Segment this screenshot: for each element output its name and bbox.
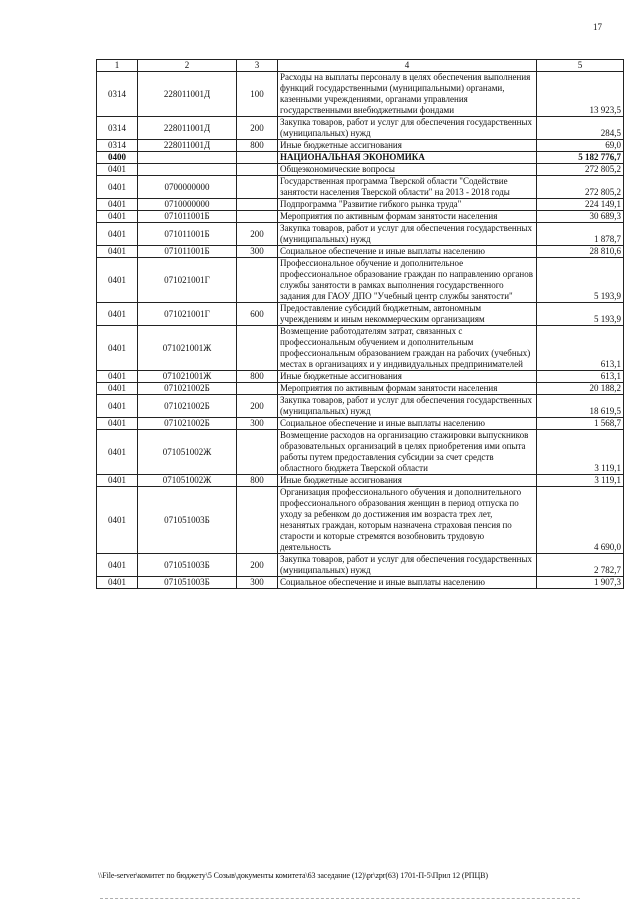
cell-target-code: 071021001Г	[138, 258, 237, 303]
cell-section-code: 0401	[97, 223, 138, 246]
cell-expense-type	[237, 176, 278, 199]
cell-name: Закупка товаров, работ и услуг для обеспечения государственных (муниципальных) нужд	[278, 223, 537, 246]
cell-section-code: 0401	[97, 326, 138, 371]
table-row	[97, 211, 624, 223]
table-row	[97, 223, 624, 246]
table-row	[97, 72, 624, 117]
cell-target-code: 071011001Б	[138, 211, 237, 223]
cell-target-code: 071051003Б	[138, 577, 237, 589]
cell-expense-type	[237, 487, 278, 554]
table-row	[97, 383, 624, 395]
cell-expense-type: 200	[237, 117, 278, 140]
cell-amount: 30 689,3	[537, 211, 624, 223]
cell-target-code	[138, 152, 237, 164]
cell-expense-type: 300	[237, 577, 278, 589]
cell-section-code: 0401	[97, 246, 138, 258]
cell-name: НАЦИОНАЛЬНАЯ ЭКОНОМИКА	[278, 152, 537, 164]
table-body	[97, 72, 624, 589]
cell-amount: 224 149,1	[537, 199, 624, 211]
cell-section-code: 0401	[97, 371, 138, 383]
table-row	[97, 303, 624, 326]
cell-name: Возмещение расходов на организацию стажировки выпускников образовательных организаций в целях приобретения ими опыта работы путем предоставления субсидии за счет средств областного бюджета Тверской области	[278, 430, 537, 475]
cell-name: Подпрограмма "Развитие гибкого рынка труда"	[278, 199, 537, 211]
footer-file-path: \\File-server\комитет по бюджету\5 Созыв\документы комитета\63 заседание (12)\pr\zpr(63) 1701-П-5\Прил 12 (РПЦВ)	[98, 871, 488, 880]
cell-section-code: 0401	[97, 418, 138, 430]
table-row	[97, 152, 624, 164]
table-row	[97, 430, 624, 475]
cell-target-code: 071011001Б	[138, 223, 237, 246]
cell-expense-type: 300	[237, 246, 278, 258]
cell-name: Профессиональное обучение и дополнительное профессиональное образование граждан по направлению органов службы занятости в рамках выполнения государственного задания для ГАОУ ДПО "Учебный центр службы занятости"	[278, 258, 537, 303]
cell-target-code: 071051002Ж	[138, 430, 237, 475]
table-row	[97, 577, 624, 589]
cell-section-code: 0401	[97, 199, 138, 211]
cell-target-code	[138, 164, 237, 176]
cell-amount: 69,0	[537, 140, 624, 152]
cell-amount: 272 805,2	[537, 164, 624, 176]
cell-expense-type: 200	[237, 223, 278, 246]
cell-expense-type	[237, 199, 278, 211]
cell-name: Возмещение работодателям затрат, связанных с профессиональным обучением и дополнительным профессиональным образованием граждан на рабочих (учебных) местах в организациях и у индивидуальных предпринимателей	[278, 326, 537, 371]
table-header-row	[97, 60, 624, 72]
cell-section-code: 0314	[97, 140, 138, 152]
cell-target-code: 228011001Д	[138, 140, 237, 152]
cell-section-code: 0400	[97, 152, 138, 164]
cell-name: Социальное обеспечение и иные выплаты населению	[278, 577, 537, 589]
table-row	[97, 475, 624, 487]
cell-target-code: 071051002Ж	[138, 475, 237, 487]
table-row	[97, 395, 624, 418]
cell-amount: 1 878,7	[537, 223, 624, 246]
cell-target-code: 071021002Б	[138, 395, 237, 418]
cell-amount: 4 690,0	[537, 487, 624, 554]
table-row	[97, 164, 624, 176]
cell-amount: 3 119,1	[537, 475, 624, 487]
cell-target-code: 228011001Д	[138, 117, 237, 140]
cell-amount: 5 193,9	[537, 303, 624, 326]
table-row	[97, 258, 624, 303]
cell-target-code: 0700000000	[138, 176, 237, 199]
cell-target-code: 071021002Б	[138, 418, 237, 430]
cell-section-code: 0401	[97, 475, 138, 487]
cell-section-code: 0401	[97, 487, 138, 554]
cell-name: Иные бюджетные ассигнования	[278, 140, 537, 152]
cell-amount: 28 810,6	[537, 246, 624, 258]
cell-expense-type: 200	[237, 554, 278, 577]
cell-target-code: 071021001Г	[138, 303, 237, 326]
table-row	[97, 140, 624, 152]
table-row	[97, 326, 624, 371]
table-row	[97, 199, 624, 211]
table-row	[97, 176, 624, 199]
cell-target-code: 071051003Б	[138, 487, 237, 554]
cell-expense-type: 800	[237, 475, 278, 487]
cell-target-code: 0710000000	[138, 199, 237, 211]
cell-name: Иные бюджетные ассигнования	[278, 371, 537, 383]
cell-amount: 613,1	[537, 371, 624, 383]
cell-name: Социальное обеспечение и иные выплаты населению	[278, 418, 537, 430]
cell-expense-type	[237, 258, 278, 303]
cell-section-code: 0401	[97, 176, 138, 199]
cell-expense-type	[237, 430, 278, 475]
cell-amount: 20 188,2	[537, 383, 624, 395]
cell-name: Мероприятия по активным формам занятости населения	[278, 383, 537, 395]
cell-name: Иные бюджетные ассигнования	[278, 475, 537, 487]
cell-expense-type: 800	[237, 371, 278, 383]
cell-name: Закупка товаров, работ и услуг для обеспечения государственных (муниципальных) нужд	[278, 117, 537, 140]
cell-expense-type	[237, 326, 278, 371]
cell-section-code: 0401	[97, 164, 138, 176]
cell-expense-type	[237, 152, 278, 164]
cell-name: Общеэкономические вопросы	[278, 164, 537, 176]
cell-section-code: 0401	[97, 303, 138, 326]
cell-amount: 272 805,2	[537, 176, 624, 199]
header-col-1: 1	[97, 60, 138, 72]
table-row	[97, 554, 624, 577]
scan-edge-marks	[100, 898, 580, 902]
cell-amount: 613,1	[537, 326, 624, 371]
cell-section-code: 0401	[97, 211, 138, 223]
page-number: 17	[593, 22, 602, 32]
cell-name: Предоставление субсидий бюджетным, автономным учреждениям и иным некоммерческим организациям	[278, 303, 537, 326]
cell-expense-type: 600	[237, 303, 278, 326]
cell-target-code: 071021001Ж	[138, 371, 237, 383]
cell-expense-type	[237, 211, 278, 223]
cell-expense-type: 300	[237, 418, 278, 430]
cell-name: Мероприятия по активным формам занятости населения	[278, 211, 537, 223]
cell-amount: 284,5	[537, 117, 624, 140]
cell-amount: 5 193,9	[537, 258, 624, 303]
cell-expense-type: 200	[237, 395, 278, 418]
cell-section-code: 0401	[97, 577, 138, 589]
cell-amount: 1 568,7	[537, 418, 624, 430]
cell-section-code: 0401	[97, 554, 138, 577]
cell-expense-type: 800	[237, 140, 278, 152]
table-row	[97, 117, 624, 140]
cell-name: Закупка товаров, работ и услуг для обеспечения государственных (муниципальных) нужд	[278, 395, 537, 418]
header-col-2: 2	[138, 60, 237, 72]
table-row	[97, 487, 624, 554]
cell-target-code: 071021001Ж	[138, 326, 237, 371]
cell-amount: 2 782,7	[537, 554, 624, 577]
cell-target-code: 071011001Б	[138, 246, 237, 258]
header-col-3: 3	[237, 60, 278, 72]
cell-section-code: 0314	[97, 72, 138, 117]
cell-target-code: 228011001Д	[138, 72, 237, 117]
cell-target-code: 071021002Б	[138, 383, 237, 395]
table-row	[97, 418, 624, 430]
cell-name: Закупка товаров, работ и услуг для обеспечения государственных (муниципальных) нужд	[278, 554, 537, 577]
cell-amount: 13 923,5	[537, 72, 624, 117]
cell-name: Государственная программа Тверской области "Содействие занятости населения Тверской области" на 2013 - 2018 годы	[278, 176, 537, 199]
table-row	[97, 371, 624, 383]
cell-section-code: 0401	[97, 383, 138, 395]
cell-amount: 1 907,3	[537, 577, 624, 589]
cell-amount: 5 182 776,7	[537, 152, 624, 164]
header-col-5: 5	[537, 60, 624, 72]
cell-name: Расходы на выплаты персоналу в целях обеспечения выполнения функций государственными (муниципальными) органами, казенными учреждениями, органами управления государственными внебюджетными фондами	[278, 72, 537, 117]
table-row	[97, 246, 624, 258]
header-col-4: 4	[278, 60, 537, 72]
cell-section-code: 0401	[97, 258, 138, 303]
cell-section-code: 0401	[97, 395, 138, 418]
cell-expense-type	[237, 164, 278, 176]
cell-section-code: 0314	[97, 117, 138, 140]
cell-target-code: 071051003Б	[138, 554, 237, 577]
cell-section-code: 0401	[97, 430, 138, 475]
budget-table	[96, 59, 624, 589]
cell-name: Социальное обеспечение и иные выплаты населению	[278, 246, 537, 258]
cell-amount: 3 119,1	[537, 430, 624, 475]
cell-name: Организация профессионального обучения и дополнительного профессионального образования женщин в период отпуска по уходу за ребенком до достижения им возраста трех лет, незанятых граждан, которым назначена страховая пенсия по старости и которые стремятся возобновить трудовую деятельность	[278, 487, 537, 554]
cell-amount: 18 619,5	[537, 395, 624, 418]
cell-expense-type	[237, 383, 278, 395]
cell-expense-type: 100	[237, 72, 278, 117]
